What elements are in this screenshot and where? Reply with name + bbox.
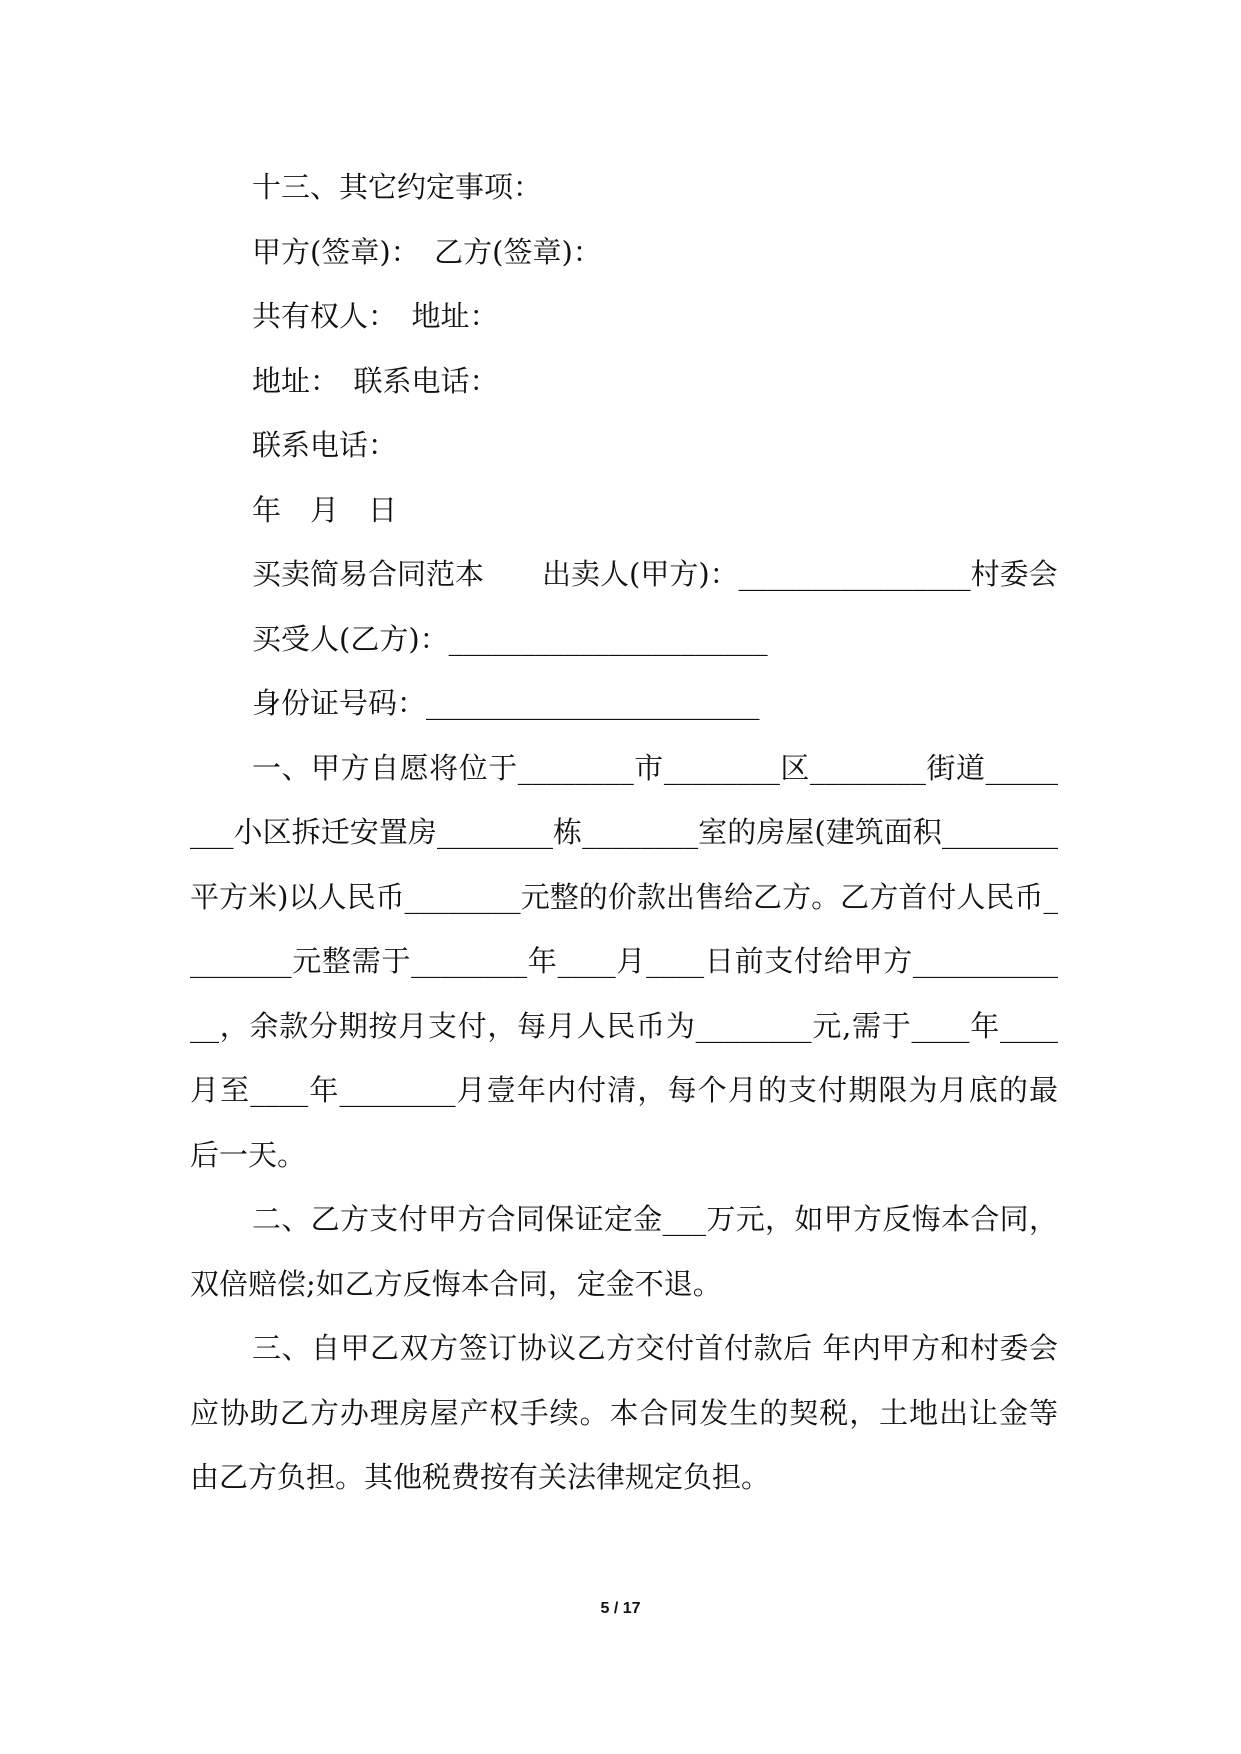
paragraph-clause-3: 三、自甲乙双方签订协议乙方交付首付款后 年内甲方和村委会应协助乙方办理房屋产权手续。本合同发生的契税，土地出让金等由乙方负担。其他税费按有关法律规定负担。	[190, 1331, 1058, 1494]
paragraph-address-phone: 地址： 联系电话：	[252, 363, 499, 398]
paragraph-buyer: 买受人(乙方)：______________________	[252, 621, 768, 656]
paragraph-clause-1: 一、甲方自愿将位于________市________区________街道________小区拆迁安置房________栋________室的房屋(建筑面积________平方米)以人民币________元整的价款出售给乙方。乙方首付人民币________元整需于________年____月____日前支付给甲方____________，余款分期按月支付，每月人民币为________元,需于____年____月至____年________月壹年内付清，每个月的支付期限为月底的最后一天。	[190, 750, 1058, 1172]
paragraph-id-number: 身份证号码：_______________________	[252, 686, 760, 720]
paragraph-contract-title-seller: 买卖简易合同范本 出卖人(甲方)：________________村委会	[252, 557, 1058, 591]
page-number: 5 / 17	[600, 1600, 641, 1617]
paragraph-clause-2: 二、乙方支付甲方合同保证定金___万元，如甲方反悔本合同，双倍赔偿;如乙方反悔本合同，定金不退。	[190, 1202, 1058, 1301]
paragraph-signatures: 甲方(签章)： 乙方(签章)：	[252, 234, 602, 269]
paragraph-phone: 联系电话：	[252, 428, 398, 462]
paragraph-co-owner-address: 共有权人： 地址：	[252, 299, 499, 333]
paragraph-other-terms: 十三、其它约定事项：	[252, 170, 543, 204]
paragraph-date: 年 月 日	[252, 492, 398, 527]
document-body	[190, 155, 1058, 1510]
